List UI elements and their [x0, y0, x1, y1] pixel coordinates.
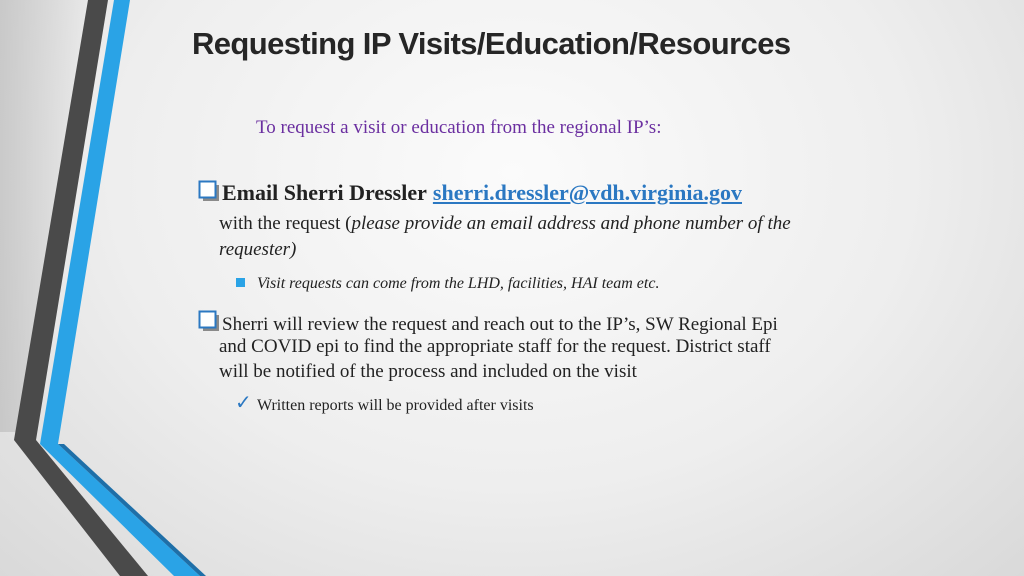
instructions-continued: requester)	[219, 239, 297, 260]
instructions-prefix: with the request (	[219, 213, 352, 234]
bullet-item-email	[198, 180, 742, 206]
review-line-2: and COVID epi to find the appropriate staff for the request. District staff	[219, 336, 771, 357]
checkmark-icon: ✓	[235, 390, 252, 414]
checkbox-square-icon	[198, 180, 220, 202]
contact-name: Email Sherri Dressler	[222, 180, 427, 205]
slide-subtitle: To request a visit or education from the regional IP’s:	[256, 117, 662, 138]
bullet-item-review	[198, 310, 778, 336]
slide-title: Requesting IP Visits/Education/Resources	[192, 26, 791, 61]
sub-bullet-visit-requests: Visit requests can come from the LHD, facilities, HAI team etc.	[257, 275, 660, 292]
review-line-3: will be notified of the process and included on the visit	[219, 361, 637, 382]
review-line-1: Sherri will review the request and reach out to the IP’s, SW Regional Epi	[222, 314, 778, 335]
email-link[interactable]: sherri.dressler@vdh.virginia.gov	[432, 180, 742, 205]
square-bullet-icon	[236, 278, 245, 287]
sub-bullet-written-reports: Written reports will be provided after visits	[257, 397, 534, 414]
request-instructions-line	[219, 213, 791, 235]
checkbox-square-icon	[198, 310, 220, 332]
instructions-italic: please provide an email address and phone number of the	[351, 213, 791, 234]
